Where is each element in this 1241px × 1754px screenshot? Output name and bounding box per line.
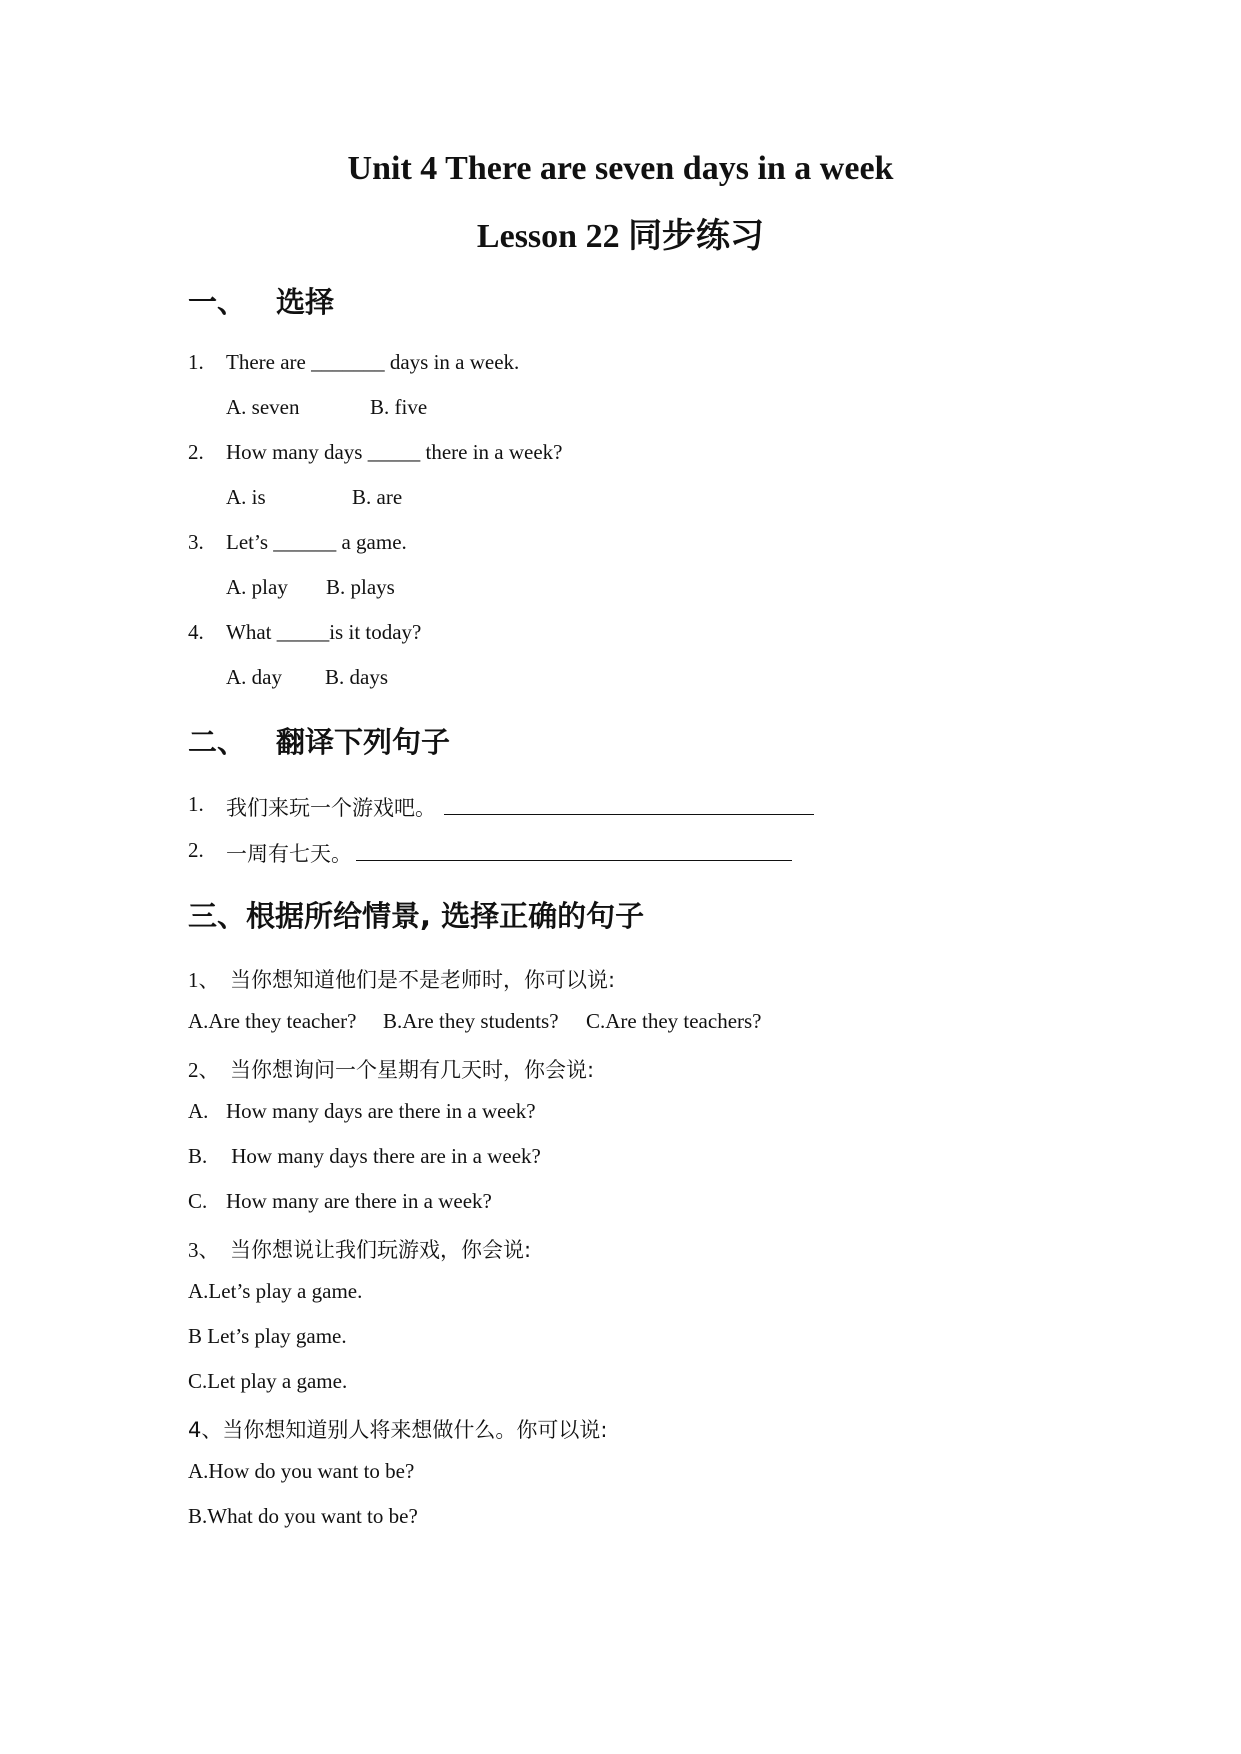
scenario-4-option-b: B.What do you want to be? xyxy=(188,1504,418,1528)
question-3-options xyxy=(0,575,1241,599)
section-1-title: 选择 xyxy=(276,285,335,319)
option-a: A.Are they teacher? xyxy=(188,1009,357,1033)
option-label: B. xyxy=(188,1144,208,1168)
scenario-text: 当你想说让我们玩游戏，你会说: xyxy=(230,1238,532,1262)
question-3 xyxy=(0,530,1241,554)
section-1-heading xyxy=(188,280,334,321)
item-text: 我们来玩一个游戏吧。 xyxy=(226,796,436,820)
option-b: B. plays xyxy=(326,575,395,599)
question-text: Let’s ______ a game. xyxy=(226,530,407,554)
scenario-3-option-a: A.Let’s play a game. xyxy=(188,1279,363,1303)
option-text: How many days there are in a week? xyxy=(226,1144,541,1168)
option-text: How many days are there in a week? xyxy=(226,1099,536,1123)
item-number: 2. xyxy=(188,838,204,862)
option-b: B. five xyxy=(370,395,428,419)
page-title: Unit 4 There are seven days in a week xyxy=(347,150,894,187)
scenario-4: 4、当你想知道别人将来想做什么。你可以说: xyxy=(188,1418,608,1442)
page-subtitle: Lesson 22 同步练习 xyxy=(476,218,765,255)
question-number: 4. xyxy=(188,620,204,644)
option-text: How many are there in a week? xyxy=(226,1189,492,1213)
question-4 xyxy=(0,620,1241,644)
question-1-options xyxy=(0,395,1241,419)
section-2-title: 翻译下列句子 xyxy=(276,725,451,759)
scenario-text: 当你想询问一个星期有几天时，你会说: xyxy=(230,1058,595,1082)
scenario-number: 1、 xyxy=(188,968,220,992)
question-number: 2. xyxy=(188,440,204,464)
scenario-3 xyxy=(0,1234,1241,1260)
section-2-number: 二、 xyxy=(188,725,247,759)
question-text: How many days _____ there in a week? xyxy=(226,440,563,464)
scenario-1-options xyxy=(0,1009,1241,1033)
scenario-number: 3、 xyxy=(188,1238,220,1262)
item-text: 一周有七天。 xyxy=(226,842,352,866)
question-4-options xyxy=(0,665,1241,689)
question-text: What _____is it today? xyxy=(226,620,422,644)
scenario-3-option-b: B Let’s play game. xyxy=(188,1324,347,1348)
option-a: A. day xyxy=(226,665,282,689)
scenario-1 xyxy=(0,964,1241,990)
scenario-2-option-b xyxy=(0,1144,1241,1168)
question-2-options xyxy=(0,485,1241,509)
scenario-2-option-a xyxy=(0,1099,1241,1123)
scenario-number: 2、 xyxy=(188,1058,220,1082)
section-1-number: 一、 xyxy=(188,285,247,319)
option-a: A. seven xyxy=(226,395,300,419)
question-1 xyxy=(0,350,1241,374)
scenario-text: 当你想知道他们是不是老师时，你可以说: xyxy=(230,968,616,992)
question-number: 3. xyxy=(188,530,204,554)
question-text: There are _______ days in a week. xyxy=(226,350,520,374)
scenario-2 xyxy=(0,1054,1241,1080)
question-2 xyxy=(0,440,1241,464)
translate-item-2 xyxy=(0,838,1241,864)
question-number: 1. xyxy=(188,350,204,374)
answer-line[interactable] xyxy=(444,792,814,815)
option-b: B.Are they students? xyxy=(383,1009,559,1033)
option-b: B. days xyxy=(325,665,388,689)
option-a: A. is xyxy=(226,485,266,509)
scenario-4-option-a: A.How do you want to be? xyxy=(188,1459,415,1483)
scenario-3-option-c: C.Let play a game. xyxy=(188,1369,348,1393)
option-a: A. play xyxy=(226,575,288,599)
option-b: B. are xyxy=(352,485,403,509)
answer-line[interactable] xyxy=(356,838,792,861)
item-number: 1. xyxy=(188,792,204,816)
translate-item-1 xyxy=(0,792,1241,818)
option-c: C.Are they teachers? xyxy=(586,1009,762,1033)
scenario-2-option-c xyxy=(0,1189,1241,1213)
option-label: C. xyxy=(188,1189,208,1213)
option-label: A. xyxy=(188,1099,209,1123)
section-2-heading xyxy=(188,720,450,761)
section-3-heading: 三、根据所给情景, 选择正确的句子 xyxy=(188,899,645,933)
